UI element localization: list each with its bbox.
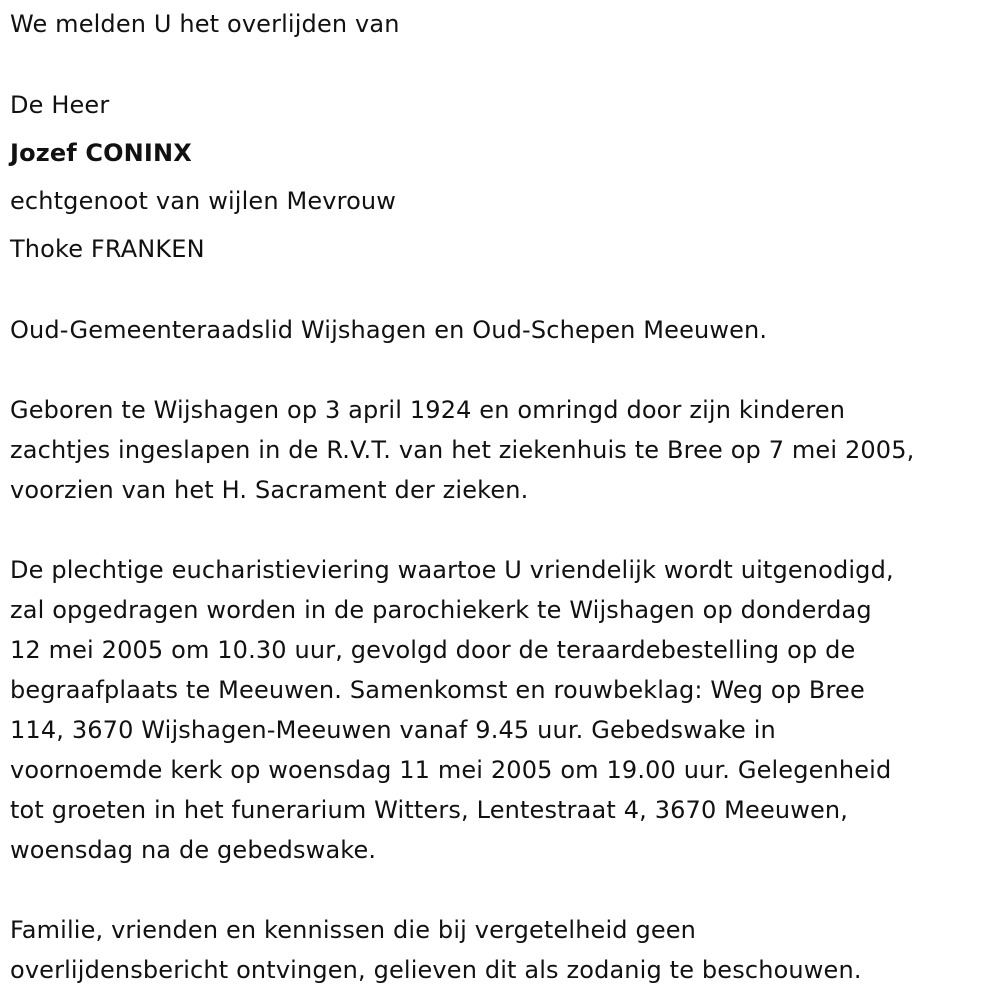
birth-line: voorzien van het H. Sacrament der zieken. (10, 476, 529, 504)
closing-line: Familie, vrienden en kennissen die bij vergetelheid geen (10, 916, 697, 944)
ceremony-line: begraafplaats te Meeuwen. Samenkomst en rouwbeklag: Weg op Bree (10, 676, 865, 704)
spouse-line-2: Thoke FRANKEN (10, 235, 205, 263)
closing-line: overlijdensbericht ontvingen, gelieven dit als zodanig te beschouwen. (10, 956, 862, 984)
role-text: Oud-Gemeenteraadslid Wijshagen en Oud-Schepen Meeuwen. (10, 316, 768, 344)
ceremony-line: 12 mei 2005 om 10.30 uur, gevolgd door de teraardebestelling op de (10, 636, 856, 664)
birth-line: Geboren te Wijshagen op 3 april 1924 en omringd door zijn kinderen (10, 396, 846, 424)
ceremony-line: tot groeten in het funerarium Witters, Lentestraat 4, 3670 Meeuwen, (10, 796, 849, 824)
title-text: De Heer (10, 91, 110, 119)
ceremony-line: 114, 3670 Wijshagen-Meeuwen vanaf 9.45 uur. Gebedswake in (10, 716, 776, 744)
ceremony-line: woensdag na de gebedswake. (10, 836, 377, 864)
spouse-line-1: echtgenoot van wijlen Mevrouw (10, 187, 397, 215)
birth-line: zachtjes ingeslapen in de R.V.T. van het ziekenhuis te Bree op 7 mei 2005, (10, 436, 915, 464)
ceremony-line: De plechtige eucharistieviering waartoe U vriendelijk wordt uitgenodigd, (10, 556, 894, 584)
deceased-name: Jozef CONINX (10, 139, 192, 167)
intro-text: We melden U het overlijden van (10, 10, 400, 38)
ceremony-line: voornoemde kerk op woensdag 11 mei 2005 om 19.00 uur. Gelegenheid (10, 756, 892, 784)
ceremony-line: zal opgedragen worden in de parochiekerk te Wijshagen op donderdag (10, 596, 872, 624)
